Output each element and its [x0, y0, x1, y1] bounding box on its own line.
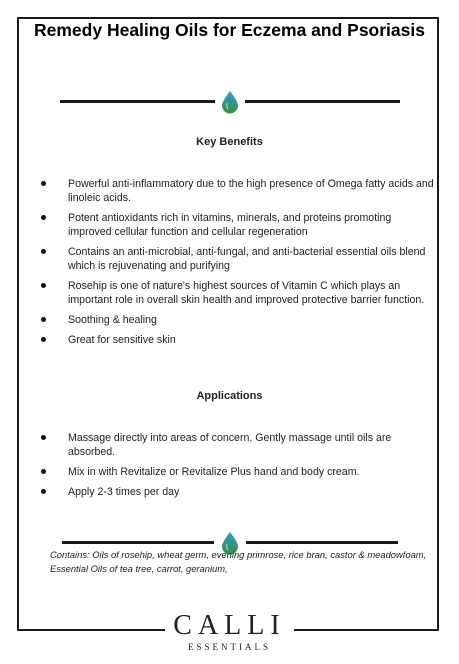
bullet-icon: [41, 215, 46, 220]
brand-logo-wrap: [165, 612, 293, 652]
divider-line-left: [60, 100, 215, 103]
bullet-icon: [41, 317, 46, 322]
bullet-icon: [41, 337, 46, 342]
divider-line-right: [246, 541, 398, 544]
list-item: Soothing & healing: [0, 313, 459, 327]
brand-logo: [0, 612, 459, 655]
bullet-icon: [41, 489, 46, 494]
applications-heading: Applications: [196, 390, 263, 402]
bullet-icon: [41, 181, 46, 186]
page-title: Remedy Healing Oils for Eczema and Psoriasis: [34, 20, 425, 40]
list-item: Powerful anti-inflammatory due to the high presence of Omega fatty acids and linoleic acids.: [0, 177, 459, 205]
divider-line-left: [62, 541, 214, 544]
brand-subtitle: ESSENTIALS: [187, 642, 271, 652]
ingredients-text: [50, 548, 429, 576]
divider-line-right: [245, 100, 400, 103]
list-item: Potent antioxidants rich in vitamins, minerals, and proteins promoting improved cellular function and cellular regeneration: [0, 211, 459, 239]
ingredients-label: Contains:: [50, 549, 90, 560]
benefits-heading: Key Benefits: [196, 136, 263, 148]
list-item: Rosehip is one of nature's highest sources of Vitamin C which plays an important role in overall skin health and improved protective barrier function.: [0, 279, 459, 307]
list-item: Great for sensitive skin: [0, 333, 459, 347]
applications-list: [0, 431, 459, 505]
brand-name: CALLI: [173, 610, 286, 641]
bullet-icon: [41, 469, 46, 474]
bullet-icon: [41, 283, 46, 288]
top-divider: [60, 90, 400, 114]
ingredients-list: Oils of rosehip, wheat germ, evening primrose, rice bran, castor & meadowfoam, Essential Oils of tea tree, carrot, geranium,: [50, 549, 427, 574]
list-item: Massage directly into areas of concern. Gently massage until oils are absorbed.: [0, 431, 459, 459]
list-item: Apply 2-3 times per day: [0, 485, 459, 499]
list-item: Contains an anti-microbial, anti-fungal, and anti-bacterial essential oils blend which is rejuvenating and purifying: [0, 245, 459, 273]
oil-drop-icon: [220, 90, 240, 114]
benefits-list: [0, 177, 459, 353]
bullet-icon: [41, 249, 46, 254]
list-item: Mix in with Revitalize or Revitalize Plus hand and body cream.: [0, 465, 459, 479]
bullet-icon: [41, 435, 46, 440]
